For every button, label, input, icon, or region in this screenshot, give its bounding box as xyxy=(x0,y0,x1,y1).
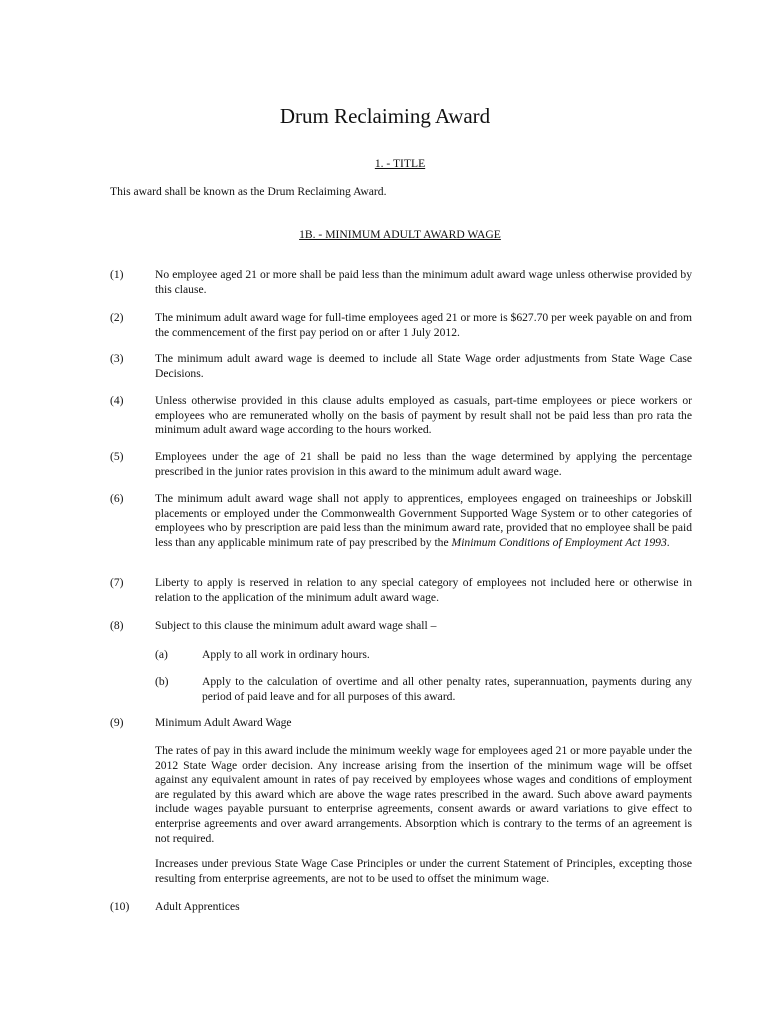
document-title: Drum Reclaiming Award xyxy=(279,104,491,128)
clause-9-paragraph-2: Increases under previous State Wage Case Principles or under the current Statement of Principles, excepting those resulting from enterprise agreements, are not to be used to offset the minimum wage. xyxy=(155,857,692,885)
subclause-text: Apply to the calculation of overtime and all other penalty rates, superannuation, payments during any period of paid leave and for all purposes of this award. xyxy=(202,675,692,703)
clause-number: (6) xyxy=(110,492,124,505)
clause-number: (5) xyxy=(110,450,124,463)
clause-text: Employees under the age of 21 shall be paid no less than the wage determined by applying the percentage prescribed in the junior rates provision in this award to the minimum adult award wage. xyxy=(155,450,692,478)
clause-number: (7) xyxy=(110,576,124,589)
clause-number: (1) xyxy=(110,268,124,281)
clause-text: No employee aged 21 or more shall be paid less than the minimum adult award wage unless otherwise provided by this clause. xyxy=(155,268,692,296)
clause-text-tail: . xyxy=(666,535,670,549)
clause-text: Adult Apprentices xyxy=(155,900,240,913)
section-heading-title: 1. - TITLE xyxy=(374,157,426,170)
clause-text: Liberty to apply is reserved in relation to any special category of employees not included here or otherwise in relation to the application of the minimum adult award wage. xyxy=(155,576,692,604)
clause-text: Subject to this clause the minimum adult award wage shall – xyxy=(155,619,437,632)
clause-text: Minimum Adult Award Wage xyxy=(155,716,292,729)
clause-text-body: The minimum adult award wage shall not apply to apprentices, employees engaged on traineeships or Jobskill placements or employed under the Commonwealth Government Supported Wage System or to other categories of employees who by prescription are paid less than the minimum award rate, provided that no employee shall be paid less than any applicable minimum rate of pay prescribed by the xyxy=(155,492,692,549)
clause-text: The minimum adult award wage for full-time employees aged 21 or more is $627.70 per week payable on and from the commencement of the first pay period on or after 1 July 2012. xyxy=(155,311,692,339)
clause-number: (4) xyxy=(110,394,124,407)
clause-number: (3) xyxy=(110,352,124,365)
clause-text xyxy=(155,492,692,550)
clause-number: (8) xyxy=(110,619,124,632)
clause-9-paragraph-1: The rates of pay in this award include the minimum weekly wage for employees aged 21 or more payable under the 2012 State Wage order decision. Any increase arising from the insertion of the minimum wage will be offset against any equivalent amount in rates of pay received by employees whose wages and conditions of employment are regulated by this award which are above the wage rates prescribed in the award. Such above award payments include wages payable pursuant to enterprise agreements, consent awards or award variations to give effect to enterprise agreements and over award arrangements. Absorption which is contrary to the terms of an agreement is not required. xyxy=(155,744,692,845)
subclause-number: (a) xyxy=(155,648,168,661)
section-title-text: This award shall be known as the Drum Reclaiming Award. xyxy=(110,185,387,198)
clause-text: The minimum adult award wage is deemed to include all State Wage order adjustments from State Wage Case Decisions. xyxy=(155,352,692,380)
section-heading-minimum-wage: 1B. - MINIMUM ADULT AWARD WAGE xyxy=(299,228,501,241)
clause-number: (10) xyxy=(110,900,130,913)
clause-number: (2) xyxy=(110,311,124,324)
clause-number: (9) xyxy=(110,716,124,729)
subclause-text: Apply to all work in ordinary hours. xyxy=(202,648,370,661)
act-title: Minimum Conditions of Employment Act 1993 xyxy=(451,535,667,549)
clause-text: Unless otherwise provided in this clause adults employed as casuals, part-time employees or piece workers or employees who are remunerated wholly on the basis of payment by result shall not be paid less than pro rata the minimum adult award wage according to the hours worked. xyxy=(155,394,692,437)
subclause-number: (b) xyxy=(155,675,169,688)
